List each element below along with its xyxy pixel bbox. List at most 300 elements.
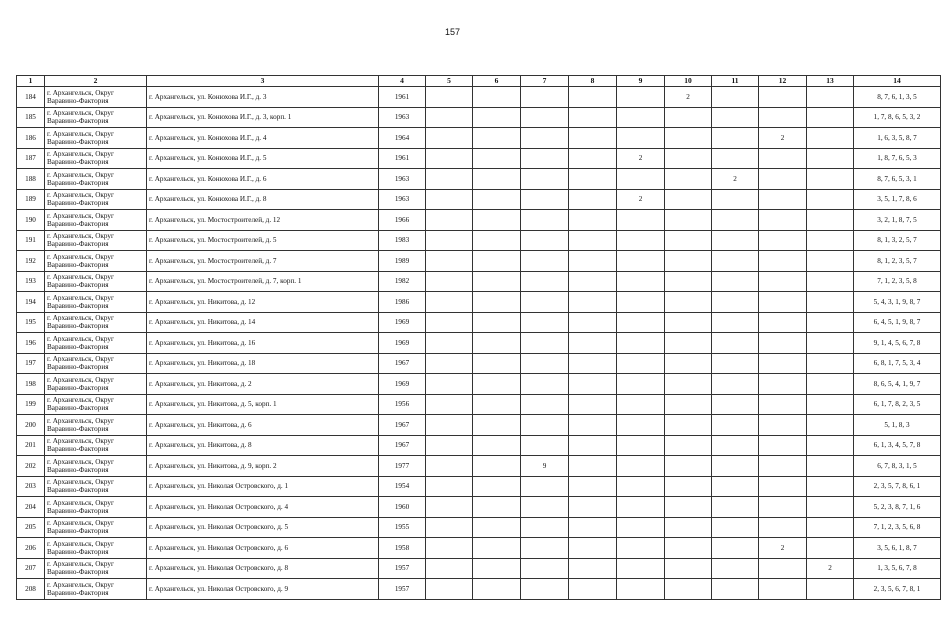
district-cell — [45, 312, 147, 333]
table-row — [17, 128, 941, 149]
value-cell-col-13: 2 — [807, 558, 854, 579]
column-header-7: 7 — [521, 76, 569, 87]
year-cell: 1969 — [379, 312, 426, 333]
sequence-cell: 1, 8, 7, 6, 5, 3 — [854, 148, 941, 169]
value-cell-col-6 — [473, 128, 521, 149]
value-cell-col-5 — [426, 189, 473, 210]
address-cell: г. Архангельск, ул. Никитова, д. 8 — [147, 435, 379, 456]
value-cell-col-5 — [426, 333, 473, 354]
value-cell-col-13 — [807, 374, 854, 395]
district-text: г. Архангельск, Округ Варавино-Фактория — [47, 88, 114, 105]
value-cell-col-12 — [759, 333, 807, 354]
value-cell-col-5 — [426, 87, 473, 108]
table-row — [17, 189, 941, 210]
sequence-cell: 2, 3, 5, 6, 7, 8, 1 — [854, 579, 941, 600]
year-cell: 1983 — [379, 230, 426, 251]
address-cell: г. Архангельск, ул. Конюхова И.Г., д. 6 — [147, 169, 379, 190]
row-number: 193 — [17, 271, 45, 292]
year-cell: 1954 — [379, 476, 426, 497]
year-cell: 1967 — [379, 435, 426, 456]
value-cell-col-10 — [665, 251, 712, 272]
value-cell-col-6 — [473, 558, 521, 579]
value-cell-col-8 — [569, 435, 617, 456]
address-cell: г. Архангельск, ул. Николая Островского, д. 4 — [147, 497, 379, 518]
value-cell-col-5 — [426, 456, 473, 477]
district-cell — [45, 538, 147, 559]
value-cell-col-13 — [807, 107, 854, 128]
district-cell — [45, 333, 147, 354]
year-cell: 1960 — [379, 497, 426, 518]
value-cell-col-9 — [617, 107, 665, 128]
table-row — [17, 87, 941, 108]
district-text: г. Архангельск, Округ Варавино-Фактория — [47, 314, 114, 331]
value-cell-col-11 — [712, 435, 759, 456]
value-cell-col-10 — [665, 189, 712, 210]
value-cell-col-8 — [569, 517, 617, 538]
address-cell: г. Архангельск, ул. Конюхова И.Г., д. 3 — [147, 87, 379, 108]
value-cell-col-8 — [569, 107, 617, 128]
sequence-cell: 1, 3, 5, 6, 7, 8 — [854, 558, 941, 579]
year-cell: 1969 — [379, 333, 426, 354]
district-cell — [45, 128, 147, 149]
year-cell: 1963 — [379, 189, 426, 210]
value-cell-col-6 — [473, 271, 521, 292]
value-cell-col-8 — [569, 558, 617, 579]
value-cell-col-7 — [521, 579, 569, 600]
value-cell-col-11 — [712, 107, 759, 128]
address-cell: г. Архангельск, ул. Николая Островского, д. 9 — [147, 579, 379, 600]
row-number: 184 — [17, 87, 45, 108]
value-cell-col-12 — [759, 456, 807, 477]
value-cell-col-5 — [426, 271, 473, 292]
value-cell-col-8 — [569, 415, 617, 436]
value-cell-col-11 — [712, 476, 759, 497]
value-cell-col-8 — [569, 353, 617, 374]
value-cell-col-9 — [617, 558, 665, 579]
district-cell — [45, 579, 147, 600]
sequence-cell: 8, 1, 2, 3, 5, 7 — [854, 251, 941, 272]
value-cell-col-13 — [807, 517, 854, 538]
page-number: 157 — [444, 27, 461, 37]
table-row — [17, 353, 941, 374]
district-text: г. Архангельск, Округ Варавино-Фактория — [47, 211, 114, 228]
value-cell-col-11 — [712, 517, 759, 538]
value-cell-col-9 — [617, 497, 665, 518]
address-cell: г. Архангельск, ул. Никитова, д. 16 — [147, 333, 379, 354]
table-row — [17, 394, 941, 415]
value-cell-col-12 — [759, 189, 807, 210]
district-text: г. Архангельск, Округ Варавино-Фактория — [47, 560, 114, 577]
district-text: г. Архангельск, Округ Варавино-Фактория — [47, 191, 114, 208]
sequence-cell: 5, 4, 3, 1, 9, 8, 7 — [854, 292, 941, 313]
value-cell-col-10 — [665, 210, 712, 231]
value-cell-col-7 — [521, 476, 569, 497]
table-row — [17, 579, 941, 600]
row-number: 204 — [17, 497, 45, 518]
sequence-cell: 3, 5, 1, 7, 8, 6 — [854, 189, 941, 210]
sequence-cell: 9, 1, 4, 5, 6, 7, 8 — [854, 333, 941, 354]
district-text: г. Архангельск, Округ Варавино-Фактория — [47, 355, 114, 372]
value-cell-col-6 — [473, 456, 521, 477]
value-cell-col-13 — [807, 476, 854, 497]
value-cell-col-9 — [617, 128, 665, 149]
value-cell-col-8 — [569, 374, 617, 395]
district-text: г. Архангельск, Округ Варавино-Фактория — [47, 416, 114, 433]
value-cell-col-5 — [426, 415, 473, 436]
value-cell-col-12 — [759, 435, 807, 456]
value-cell-col-6 — [473, 210, 521, 231]
value-cell-col-10 — [665, 333, 712, 354]
value-cell-col-5 — [426, 435, 473, 456]
address-cell: г. Архангельск, ул. Никитова, д. 6 — [147, 415, 379, 436]
district-text: г. Архангельск, Округ Варавино-Фактория — [47, 129, 114, 146]
column-header-11: 11 — [712, 76, 759, 87]
value-cell-col-5 — [426, 558, 473, 579]
value-cell-col-8 — [569, 148, 617, 169]
value-cell-col-9 — [617, 292, 665, 313]
district-cell — [45, 415, 147, 436]
value-cell-col-10 — [665, 169, 712, 190]
value-cell-col-7 — [521, 251, 569, 272]
address-cell: г. Архангельск, ул. Мостостроителей, д. 12 — [147, 210, 379, 231]
value-cell-col-10 — [665, 538, 712, 559]
column-header-14: 14 — [854, 76, 941, 87]
address-cell: г. Архангельск, ул. Конюхова И.Г., д. 8 — [147, 189, 379, 210]
value-cell-col-11 — [712, 230, 759, 251]
value-cell-col-12 — [759, 497, 807, 518]
value-cell-col-9 — [617, 374, 665, 395]
district-text: г. Архангельск, Округ Варавино-Фактория — [47, 457, 114, 474]
value-cell-col-7 — [521, 169, 569, 190]
value-cell-col-6 — [473, 251, 521, 272]
value-cell-col-10 — [665, 292, 712, 313]
district-text: г. Архангельск, Округ Варавино-Фактория — [47, 273, 114, 290]
value-cell-col-11 — [712, 271, 759, 292]
value-cell-col-9 — [617, 579, 665, 600]
value-cell-col-5 — [426, 579, 473, 600]
address-cell: г. Архангельск, ул. Никитова, д. 12 — [147, 292, 379, 313]
sequence-cell: 8, 1, 3, 2, 5, 7 — [854, 230, 941, 251]
value-cell-col-6 — [473, 415, 521, 436]
year-cell: 1963 — [379, 107, 426, 128]
value-cell-col-9 — [617, 538, 665, 559]
value-cell-col-12 — [759, 353, 807, 374]
district-cell — [45, 87, 147, 108]
value-cell-col-7 — [521, 517, 569, 538]
value-cell-col-13 — [807, 210, 854, 231]
value-cell-col-10 — [665, 497, 712, 518]
value-cell-col-5 — [426, 210, 473, 231]
district-cell — [45, 456, 147, 477]
district-text: г. Архангельск, Округ Варавино-Фактория — [47, 109, 114, 126]
sequence-cell: 2, 3, 5, 7, 8, 6, 1 — [854, 476, 941, 497]
column-header-5: 5 — [426, 76, 473, 87]
table-row — [17, 107, 941, 128]
value-cell-col-6 — [473, 169, 521, 190]
value-cell-col-10 — [665, 271, 712, 292]
value-cell-col-6 — [473, 435, 521, 456]
value-cell-col-8 — [569, 456, 617, 477]
district-cell — [45, 558, 147, 579]
district-text: г. Архангельск, Округ Варавино-Фактория — [47, 150, 114, 167]
year-cell: 1963 — [379, 169, 426, 190]
value-cell-col-10 — [665, 435, 712, 456]
value-cell-col-9 — [617, 251, 665, 272]
value-cell-col-7 — [521, 497, 569, 518]
value-cell-col-8 — [569, 292, 617, 313]
row-number: 191 — [17, 230, 45, 251]
value-cell-col-9 — [617, 394, 665, 415]
value-cell-col-11: 2 — [712, 169, 759, 190]
value-cell-col-5 — [426, 148, 473, 169]
address-cell: г. Архангельск, ул. Николая Островского, д. 8 — [147, 558, 379, 579]
value-cell-col-9: 2 — [617, 148, 665, 169]
address-cell: г. Архангельск, ул. Николая Островского, д. 6 — [147, 538, 379, 559]
row-number: 208 — [17, 579, 45, 600]
row-number: 206 — [17, 538, 45, 559]
value-cell-col-7 — [521, 415, 569, 436]
row-number: 192 — [17, 251, 45, 272]
value-cell-col-9 — [617, 476, 665, 497]
year-cell: 1967 — [379, 415, 426, 436]
district-cell — [45, 476, 147, 497]
address-cell: г. Архангельск, ул. Мостостроителей, д. 7, корп. 1 — [147, 271, 379, 292]
district-cell — [45, 497, 147, 518]
value-cell-col-12: 2 — [759, 128, 807, 149]
value-cell-col-12 — [759, 210, 807, 231]
district-text: г. Архангельск, Округ Варавино-Фактория — [47, 580, 114, 597]
value-cell-col-13 — [807, 87, 854, 108]
value-cell-col-8 — [569, 251, 617, 272]
value-cell-col-7 — [521, 558, 569, 579]
value-cell-col-6 — [473, 517, 521, 538]
district-text: г. Архангельск, Округ Варавино-Фактория — [47, 252, 114, 269]
value-cell-col-11 — [712, 210, 759, 231]
row-number: 197 — [17, 353, 45, 374]
district-text: г. Архангельск, Округ Варавино-Фактория — [47, 170, 114, 187]
column-header-4: 4 — [379, 76, 426, 87]
value-cell-col-11 — [712, 333, 759, 354]
value-cell-col-11 — [712, 579, 759, 600]
value-cell-col-13 — [807, 415, 854, 436]
value-cell-col-12 — [759, 169, 807, 190]
value-cell-col-5 — [426, 312, 473, 333]
value-cell-col-9: 2 — [617, 189, 665, 210]
table-row — [17, 148, 941, 169]
value-cell-col-12 — [759, 148, 807, 169]
table-body — [17, 87, 941, 600]
district-cell — [45, 169, 147, 190]
table-row — [17, 271, 941, 292]
address-cell: г. Архангельск, ул. Николая Островского, д. 1 — [147, 476, 379, 497]
sequence-cell: 6, 8, 1, 7, 5, 3, 4 — [854, 353, 941, 374]
district-cell — [45, 107, 147, 128]
value-cell-col-6 — [473, 148, 521, 169]
value-cell-col-5 — [426, 353, 473, 374]
value-cell-col-13 — [807, 271, 854, 292]
value-cell-col-6 — [473, 189, 521, 210]
row-number: 186 — [17, 128, 45, 149]
address-cell: г. Архангельск, ул. Мостостроителей, д. 5 — [147, 230, 379, 251]
value-cell-col-6 — [473, 476, 521, 497]
value-cell-col-12 — [759, 87, 807, 108]
district-text: г. Архангельск, Округ Варавино-Фактория — [47, 498, 114, 515]
value-cell-col-6 — [473, 579, 521, 600]
sequence-cell: 6, 7, 8, 3, 1, 5 — [854, 456, 941, 477]
year-cell: 1961 — [379, 87, 426, 108]
value-cell-col-12 — [759, 476, 807, 497]
value-cell-col-13 — [807, 333, 854, 354]
district-cell — [45, 353, 147, 374]
year-cell: 1966 — [379, 210, 426, 231]
table-row — [17, 251, 941, 272]
value-cell-col-13 — [807, 579, 854, 600]
value-cell-col-7 — [521, 189, 569, 210]
value-cell-col-6 — [473, 497, 521, 518]
value-cell-col-8 — [569, 312, 617, 333]
value-cell-col-7 — [521, 128, 569, 149]
value-cell-col-12 — [759, 374, 807, 395]
row-number: 188 — [17, 169, 45, 190]
value-cell-col-5 — [426, 169, 473, 190]
value-cell-col-13 — [807, 292, 854, 313]
value-cell-col-11 — [712, 497, 759, 518]
district-cell — [45, 210, 147, 231]
sequence-cell: 1, 6, 3, 5, 8, 7 — [854, 128, 941, 149]
row-number: 198 — [17, 374, 45, 395]
table-row — [17, 169, 941, 190]
value-cell-col-7: 9 — [521, 456, 569, 477]
value-cell-col-11 — [712, 374, 759, 395]
sequence-cell: 8, 7, 6, 1, 3, 5 — [854, 87, 941, 108]
value-cell-col-13 — [807, 230, 854, 251]
column-header-3: 3 — [147, 76, 379, 87]
table-row — [17, 415, 941, 436]
value-cell-col-10 — [665, 353, 712, 374]
column-header-6: 6 — [473, 76, 521, 87]
value-cell-col-12 — [759, 230, 807, 251]
year-cell: 1957 — [379, 579, 426, 600]
row-number: 196 — [17, 333, 45, 354]
sequence-cell: 6, 1, 3, 4, 5, 7, 8 — [854, 435, 941, 456]
data-table — [16, 75, 941, 600]
address-cell: г. Архангельск, ул. Конюхова И.Г., д. 3, корп. 1 — [147, 107, 379, 128]
address-cell: г. Архангельск, ул. Никитова, д. 9, корп. 2 — [147, 456, 379, 477]
address-cell: г. Архангельск, ул. Конюхова И.Г., д. 5 — [147, 148, 379, 169]
address-cell: г. Архангельск, ул. Никитова, д. 18 — [147, 353, 379, 374]
value-cell-col-9 — [617, 210, 665, 231]
column-header-10: 10 — [665, 76, 712, 87]
value-cell-col-6 — [473, 230, 521, 251]
address-cell: г. Архангельск, ул. Николая Островского, д. 5 — [147, 517, 379, 538]
row-number: 203 — [17, 476, 45, 497]
value-cell-col-13 — [807, 456, 854, 477]
value-cell-col-7 — [521, 210, 569, 231]
sequence-cell: 3, 5, 6, 1, 8, 7 — [854, 538, 941, 559]
district-cell — [45, 271, 147, 292]
year-cell: 1969 — [379, 374, 426, 395]
value-cell-col-7 — [521, 333, 569, 354]
value-cell-col-9 — [617, 353, 665, 374]
sequence-cell: 5, 1, 8, 3 — [854, 415, 941, 436]
value-cell-col-5 — [426, 374, 473, 395]
value-cell-col-10 — [665, 374, 712, 395]
value-cell-col-5 — [426, 292, 473, 313]
value-cell-col-10 — [665, 415, 712, 436]
table-row — [17, 374, 941, 395]
value-cell-col-11 — [712, 456, 759, 477]
year-cell: 1977 — [379, 456, 426, 477]
value-cell-col-7 — [521, 538, 569, 559]
value-cell-col-5 — [426, 517, 473, 538]
value-cell-col-5 — [426, 497, 473, 518]
district-cell — [45, 148, 147, 169]
value-cell-col-12 — [759, 579, 807, 600]
value-cell-col-13 — [807, 128, 854, 149]
value-cell-col-12 — [759, 312, 807, 333]
district-text: г. Архангельск, Округ Варавино-Фактория — [47, 478, 114, 495]
value-cell-col-5 — [426, 476, 473, 497]
district-text: г. Архангельск, Округ Варавино-Фактория — [47, 437, 114, 454]
value-cell-col-10 — [665, 107, 712, 128]
value-cell-col-10 — [665, 476, 712, 497]
district-text: г. Архангельск, Округ Варавино-Фактория — [47, 232, 114, 249]
value-cell-col-12 — [759, 292, 807, 313]
value-cell-col-13 — [807, 353, 854, 374]
value-cell-col-10: 2 — [665, 87, 712, 108]
value-cell-col-7 — [521, 292, 569, 313]
value-cell-col-8 — [569, 169, 617, 190]
value-cell-col-5 — [426, 251, 473, 272]
value-cell-col-8 — [569, 394, 617, 415]
address-cell: г. Архангельск, ул. Никитова, д. 14 — [147, 312, 379, 333]
value-cell-col-8 — [569, 87, 617, 108]
value-cell-col-7 — [521, 148, 569, 169]
value-cell-col-8 — [569, 210, 617, 231]
value-cell-col-10 — [665, 456, 712, 477]
column-header-13: 13 — [807, 76, 854, 87]
value-cell-col-11 — [712, 538, 759, 559]
district-cell — [45, 251, 147, 272]
table-row — [17, 312, 941, 333]
value-cell-col-10 — [665, 128, 712, 149]
sequence-cell: 6, 1, 7, 8, 2, 3, 5 — [854, 394, 941, 415]
value-cell-col-6 — [473, 353, 521, 374]
value-cell-col-13 — [807, 169, 854, 190]
address-cell: г. Архангельск, ул. Мостостроителей, д. 7 — [147, 251, 379, 272]
table-row — [17, 517, 941, 538]
table-row — [17, 210, 941, 231]
value-cell-col-11 — [712, 189, 759, 210]
table-row — [17, 497, 941, 518]
value-cell-col-11 — [712, 292, 759, 313]
value-cell-col-8 — [569, 230, 617, 251]
district-text: г. Архангельск, Округ Варавино-Фактория — [47, 293, 114, 310]
value-cell-col-8 — [569, 271, 617, 292]
column-header-9: 9 — [617, 76, 665, 87]
value-cell-col-6 — [473, 374, 521, 395]
value-cell-col-13 — [807, 435, 854, 456]
header-row — [17, 76, 941, 87]
value-cell-col-7 — [521, 374, 569, 395]
table-row — [17, 230, 941, 251]
row-number: 200 — [17, 415, 45, 436]
value-cell-col-12 — [759, 251, 807, 272]
value-cell-col-13 — [807, 251, 854, 272]
value-cell-col-11 — [712, 251, 759, 272]
table-row — [17, 476, 941, 497]
column-header-2: 2 — [45, 76, 147, 87]
